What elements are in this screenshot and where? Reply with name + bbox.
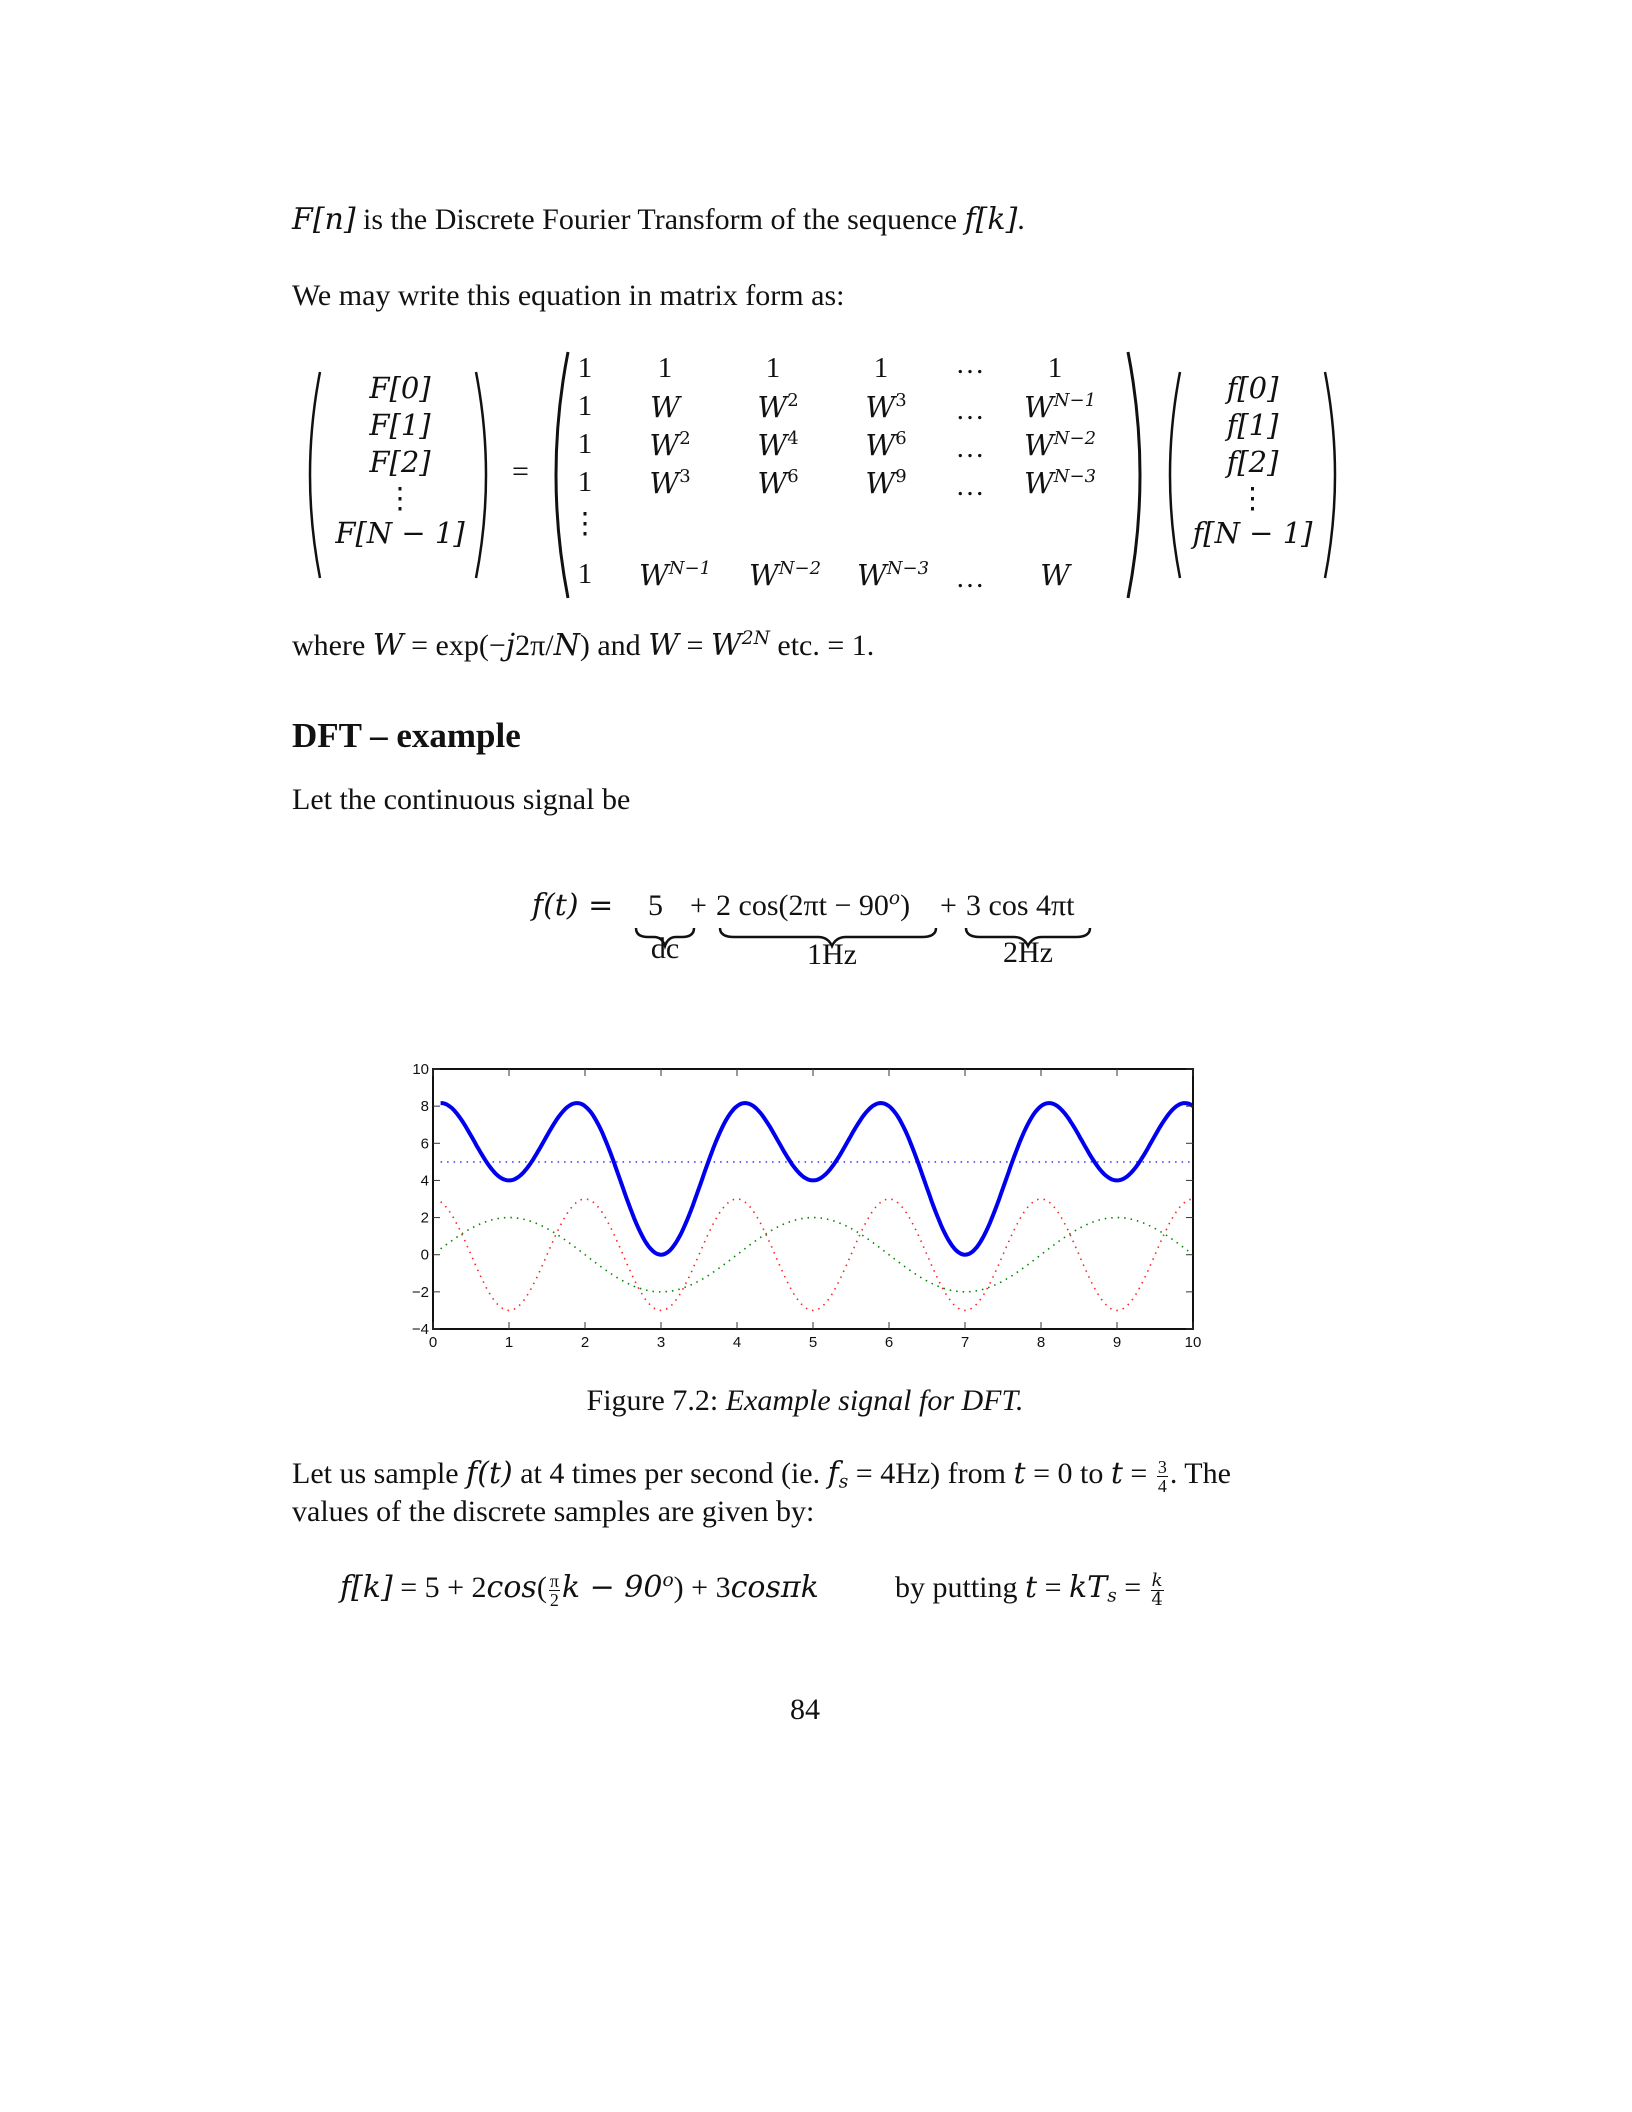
- sampling-line-1: [292, 1456, 1231, 1495]
- exponent: 2N: [741, 627, 770, 649]
- matrix-cell: [630, 428, 710, 462]
- math: W: [648, 628, 679, 663]
- plot-frame: [433, 1069, 1193, 1329]
- discrete-equation: [340, 1570, 819, 1609]
- denominator: 2: [549, 1589, 559, 1610]
- label-1hz: 1Hz: [807, 938, 857, 971]
- math: W: [372, 628, 404, 663]
- y-tick-label: 6: [420, 1135, 429, 1153]
- section-heading: DFT – example: [292, 716, 521, 755]
- degree: o: [662, 1569, 674, 1591]
- math: t: [1110, 1456, 1123, 1491]
- x-tick-label: 7: [960, 1334, 970, 1351]
- exponent: N−2: [1053, 428, 1097, 450]
- caption-text: Example signal for DFT.: [725, 1384, 1024, 1417]
- text: ) + 3: [673, 1571, 731, 1604]
- base: W: [1023, 390, 1054, 424]
- y-tick-label: 8: [420, 1098, 429, 1116]
- math: t: [1013, 1456, 1026, 1491]
- y-tick-label: 10: [412, 1061, 429, 1078]
- rhs-entry: f[N − 1]: [1192, 516, 1313, 550]
- denominator: 4: [1151, 1588, 1163, 1610]
- degree: o: [888, 887, 901, 909]
- page-number: 84: [790, 1693, 820, 1726]
- lhs-entry: F[1]: [369, 408, 431, 442]
- matrix-ellipsis: …: [955, 562, 985, 594]
- fraction: [549, 1572, 560, 1609]
- numerator: π: [549, 1570, 559, 1591]
- exponent: 2: [679, 428, 691, 450]
- base: W: [649, 428, 680, 462]
- math: kT: [1069, 1570, 1108, 1605]
- base: W: [757, 390, 788, 424]
- matrix-ellipsis: …: [955, 394, 985, 426]
- text: where: [292, 629, 373, 662]
- matrix-cell: [1005, 428, 1115, 462]
- base: W: [1023, 466, 1054, 500]
- x-tick-label: 0: [428, 1334, 438, 1351]
- base: W: [856, 558, 887, 592]
- lhs-entry: F[2]: [369, 445, 431, 479]
- label-2hz: 2Hz: [1003, 936, 1053, 969]
- base: W: [757, 428, 788, 462]
- x-tick-label: 8: [1036, 1334, 1046, 1351]
- y-tick-label: −4: [411, 1321, 429, 1338]
- matrix-cell: [738, 428, 818, 462]
- x-tick-label: 1: [504, 1334, 514, 1351]
- lhs-vector: [330, 370, 470, 552]
- text: =: [1116, 1571, 1149, 1604]
- matrix-cell: 1: [577, 466, 593, 498]
- lhs-entry: F[0]: [369, 371, 431, 405]
- subscript: s: [838, 1471, 849, 1493]
- exponent: 9: [895, 466, 907, 488]
- exponent: N−1: [1053, 390, 1097, 412]
- text: 2 cos(2πt − 90: [716, 889, 889, 922]
- matrix-cell: [620, 558, 730, 592]
- text: = exp(−: [403, 629, 506, 662]
- fraction: [1157, 1458, 1168, 1495]
- matrix-cell: [838, 558, 948, 592]
- exponent: N−3: [886, 558, 930, 580]
- y-tick-label: 4: [420, 1172, 429, 1190]
- matrix-cell: [1005, 390, 1115, 424]
- base: W: [865, 390, 896, 424]
- exponent: 3: [679, 466, 691, 488]
- matrix-cell: [738, 390, 818, 424]
- matrix-cell: 1: [765, 352, 781, 384]
- signal-chart: [380, 1040, 1220, 1360]
- section-intro: Let the continuous signal be: [292, 783, 631, 816]
- exponent: 3: [895, 390, 907, 412]
- text: etc. = 1.: [769, 629, 875, 662]
- matrix-cell: 1: [873, 352, 889, 384]
- exponent: 6: [787, 466, 799, 488]
- math-Fn: F[n]: [292, 202, 356, 237]
- signal-equation: [0, 880, 1632, 990]
- chart-curves: [441, 1103, 1193, 1310]
- figure-caption: [0, 1383, 1610, 1419]
- series-1hz-component: [441, 1218, 1193, 1292]
- base: W: [1023, 428, 1054, 462]
- dc-term: 5: [648, 889, 663, 922]
- numerator: k: [1151, 1569, 1163, 1591]
- exponent: 6: [895, 428, 907, 450]
- math: f[k]: [340, 1570, 393, 1605]
- hz1-term: [716, 888, 910, 924]
- numerator: 3: [1157, 1456, 1167, 1477]
- matrix-cell: [846, 390, 926, 424]
- x-tick-label: 9: [1112, 1334, 1122, 1351]
- base: W: [638, 558, 669, 592]
- tick-labels: [412, 1061, 1201, 1351]
- text: at 4 times per second (ie.: [512, 1457, 828, 1490]
- text: (: [536, 1571, 547, 1604]
- exponent: 2: [787, 390, 799, 412]
- matrix-ellipsis: …: [955, 470, 985, 502]
- text: =: [679, 629, 711, 662]
- axis-ticks: [433, 1069, 1193, 1329]
- text: Let us sample: [292, 1457, 467, 1490]
- equals-sign: =: [512, 455, 529, 488]
- matrix-cell: [1005, 466, 1115, 500]
- text: ): [900, 889, 911, 922]
- y-tick-label: 0: [420, 1246, 429, 1264]
- rhs-vdots: ⋮: [1238, 481, 1267, 515]
- x-tick-label: 5: [808, 1334, 818, 1351]
- text: = 4Hz) from: [848, 1457, 1014, 1490]
- matrix-cell: W: [1040, 558, 1070, 592]
- matrix-ellipsis: …: [955, 432, 985, 464]
- exponent: N−1: [668, 558, 712, 580]
- math-fk: f[k]: [964, 202, 1018, 237]
- plus-sign: +: [690, 889, 707, 922]
- matrix-ellipsis: …: [955, 348, 985, 380]
- math: cos: [486, 1570, 537, 1605]
- base: W: [748, 558, 779, 592]
- math: cosπk: [730, 1570, 819, 1605]
- x-tick-label: 6: [884, 1334, 894, 1351]
- matrix-vdots: ⋮: [570, 508, 600, 540]
- matrix-cell: 1: [657, 352, 673, 384]
- base: W: [865, 428, 896, 462]
- intro-text: is the Discrete Fourier Transform of the sequence: [355, 203, 965, 236]
- exponent: 4: [787, 428, 799, 450]
- series-2hz-component: [441, 1199, 1193, 1310]
- exponent: N−2: [778, 558, 822, 580]
- rhs-entry: f[1]: [1226, 408, 1279, 442]
- denominator: 4: [1157, 1475, 1167, 1496]
- x-tick-label: 3: [656, 1334, 666, 1351]
- fraction: [1151, 1569, 1164, 1610]
- base: W: [757, 466, 788, 500]
- exponent: N−3: [1053, 466, 1097, 488]
- math: k − 90: [561, 1570, 663, 1605]
- matrix-cell: [738, 466, 818, 500]
- text: = 0 to: [1025, 1457, 1111, 1490]
- matrix-cell: [730, 558, 840, 592]
- y-tick-label: 2: [420, 1209, 429, 1227]
- base: W: [649, 466, 680, 500]
- matrix-cell: 1: [577, 428, 593, 460]
- text: by putting: [895, 1571, 1026, 1604]
- text: ) and: [579, 629, 649, 662]
- matrix-cell: 1: [1047, 352, 1063, 384]
- matrix-cell: 1: [577, 352, 593, 384]
- text: =: [1122, 1457, 1155, 1490]
- y-tick-label: −2: [411, 1283, 429, 1301]
- math: j: [505, 628, 516, 663]
- intro-line-2: We may write this equation in matrix form as:: [292, 279, 845, 312]
- matrix-cell: 1: [577, 390, 593, 422]
- sampling-line-2: values of the discrete samples are given by:: [292, 1495, 815, 1528]
- rhs-vector: [1180, 370, 1325, 552]
- math: N: [553, 628, 580, 663]
- matrix-cell: W: [650, 390, 680, 424]
- plus-sign: +: [940, 889, 957, 922]
- equation-lhs: f(t) =: [532, 888, 614, 923]
- matrix-cell: [846, 466, 926, 500]
- math: f(t): [466, 1456, 513, 1491]
- math: W: [710, 628, 742, 663]
- text: 2π/: [515, 629, 554, 662]
- x-tick-label: 10: [1184, 1334, 1202, 1351]
- x-tick-label: 2: [580, 1334, 590, 1351]
- base: W: [865, 466, 896, 500]
- period: .: [1017, 203, 1025, 236]
- math: t: [1025, 1570, 1038, 1605]
- lhs-vdots: ⋮: [385, 481, 415, 515]
- x-tick-label: 4: [732, 1334, 742, 1351]
- matrix-cell: [846, 428, 926, 462]
- matrix-cell: [630, 466, 710, 500]
- subscript: s: [1107, 1585, 1117, 1607]
- matrix-cell: 1: [577, 558, 593, 590]
- math: f: [827, 1456, 839, 1491]
- text: = 5 + 2: [392, 1571, 487, 1604]
- hz2-term: 3 cos 4πt: [966, 889, 1075, 922]
- where-line: [292, 628, 874, 664]
- lhs-entry: F[N − 1]: [335, 516, 465, 550]
- label-dc: dc: [650, 932, 680, 965]
- rhs-entry: f[2]: [1226, 445, 1279, 479]
- caption-prefix: Figure 7.2:: [586, 1384, 719, 1417]
- text: . The: [1169, 1457, 1231, 1490]
- substitution-note: [895, 1570, 1166, 1609]
- rhs-entry: f[0]: [1226, 371, 1279, 405]
- text: =: [1037, 1571, 1069, 1604]
- matrix-equation: [0, 0, 1632, 620]
